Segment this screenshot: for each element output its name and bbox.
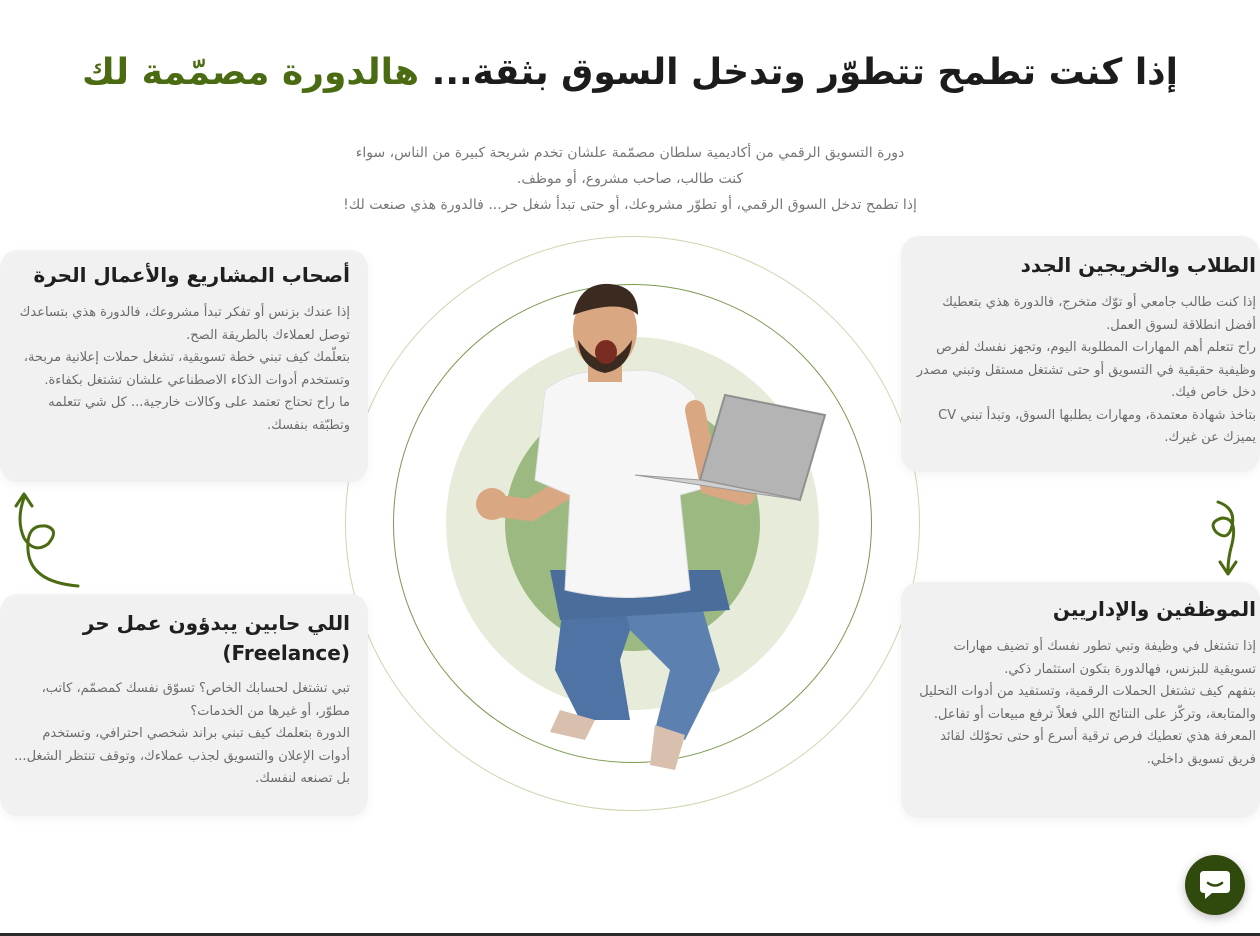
headline-accent: هالدورة مصمّمة لك xyxy=(82,52,420,93)
card-paragraph: إذا عندك بزنس أو تفكر تبدأ مشروعك، فالدورة هذي بتساعدك توصل لعملاءك بالطريقة الصح. xyxy=(19,305,350,343)
card-paragraph: بتفهم كيف تشتغل الحملات الرقمية، وتستفيد من أدوات التحليل والمتابعة، وتركّز على النتائج اللي فعلاً ترفع مبيعات أو تفاعل. xyxy=(919,684,1256,722)
card-body xyxy=(10,678,350,791)
card-paragraph: ما راح تحتاج تعتمد على وكالات خارجية... كل شي تتعلمه وتطبّقه بنفسك. xyxy=(48,395,350,433)
card-paragraph: إذا تشتغل في وظيفة وتبي تطور نفسك أو تضيف مهارات تسويقية للبزنس، فهالدورة بتكون استثمار ذكي. xyxy=(953,639,1256,677)
card-title: الموظفين والإداريين xyxy=(1052,597,1256,621)
intro-line: كنت طالب، صاحب مشروع، أو موظف. xyxy=(516,171,744,187)
intro-line: إذا تطمح تدخل السوق الرقمي، أو تطوّر مشروعك، أو حتى تبدأ شغل حر... فالدورة هذي صنعت لك! xyxy=(343,197,917,213)
card-paragraph: راح تتعلم أهم المهارات المطلوبة اليوم، وتجهز نفسك لفرص وظيفية حقيقية في التسويق أو حتى تشتغل مستقل وتبني مصدر دخل خاص فيك. xyxy=(916,340,1256,400)
jumping-man-with-laptop-image xyxy=(470,270,850,780)
card-body xyxy=(913,292,1256,450)
card-title xyxy=(10,608,350,668)
section-headline xyxy=(0,48,1260,98)
card-paragraph: تبي تشتغل لحسابك الخاص؟ تسوّق نفسك كمصمّم، كاتب، مطوّر، أو غيرها من الخدمات؟ xyxy=(41,681,350,719)
card-paragraph: المعرفة هذي تعطيك فرص ترقية أسرع أو حتى تحوّلك لقائد فريق تسويق داخلي. xyxy=(940,729,1256,767)
card-body xyxy=(10,302,350,437)
card-title: أصحاب المشاريع والأعمال الحرة xyxy=(33,263,350,287)
card-paragraph: إذا كنت طالب جامعي أو توّك متخرج، فالدورة هذي بتعطيك أفضل انطلاقة لسوق العمل. xyxy=(942,295,1256,333)
business-owners-card xyxy=(0,250,368,482)
intro-text xyxy=(300,140,960,218)
card-paragraph: بتاخذ شهادة معتمدة، ومهارات يطلبها السوق، وتبدأ تبني CV يميزك عن غيرك. xyxy=(938,407,1256,445)
freelancers-card xyxy=(0,594,368,816)
card-title: الطلاب والخريجين الجدد xyxy=(1020,253,1256,277)
employees-card xyxy=(901,582,1260,818)
chat-bubble-icon xyxy=(1198,869,1232,901)
curly-arrow-icon xyxy=(10,490,85,590)
card-body xyxy=(913,636,1256,771)
chat-button[interactable] xyxy=(1185,855,1245,915)
card-title-text: اللي حابين يبدؤون عمل حر xyxy=(82,611,350,635)
card-paragraph: الدورة بتعلمك كيف تبني براند شخصي احترافي، وتستخدم أدوات الإعلان والتسويق لجذب عملاءك، وتوقف تنتظر الشغل... بل تصنعه لنفسك. xyxy=(14,726,350,786)
card-subtitle: (Freelance) xyxy=(222,641,350,665)
card-paragraph: بتعلّمك كيف تبني خطة تسويقية، تشغل حملات إعلانية مربحة، وتستخدم أدوات الذكاء الاصطناعي علشان تشتغل بكفاءة. xyxy=(23,350,350,388)
students-card xyxy=(901,236,1260,472)
headline-text: إذا كنت تطمح تتطوّر وتدخل السوق بثقة... xyxy=(419,52,1178,93)
intro-line: دورة التسويق الرقمي من أكاديمية سلطان مصمّمة علشان تخدم شريحة كبيرة من الناس، سواء xyxy=(355,145,905,161)
curly-arrow-icon xyxy=(1198,498,1248,578)
